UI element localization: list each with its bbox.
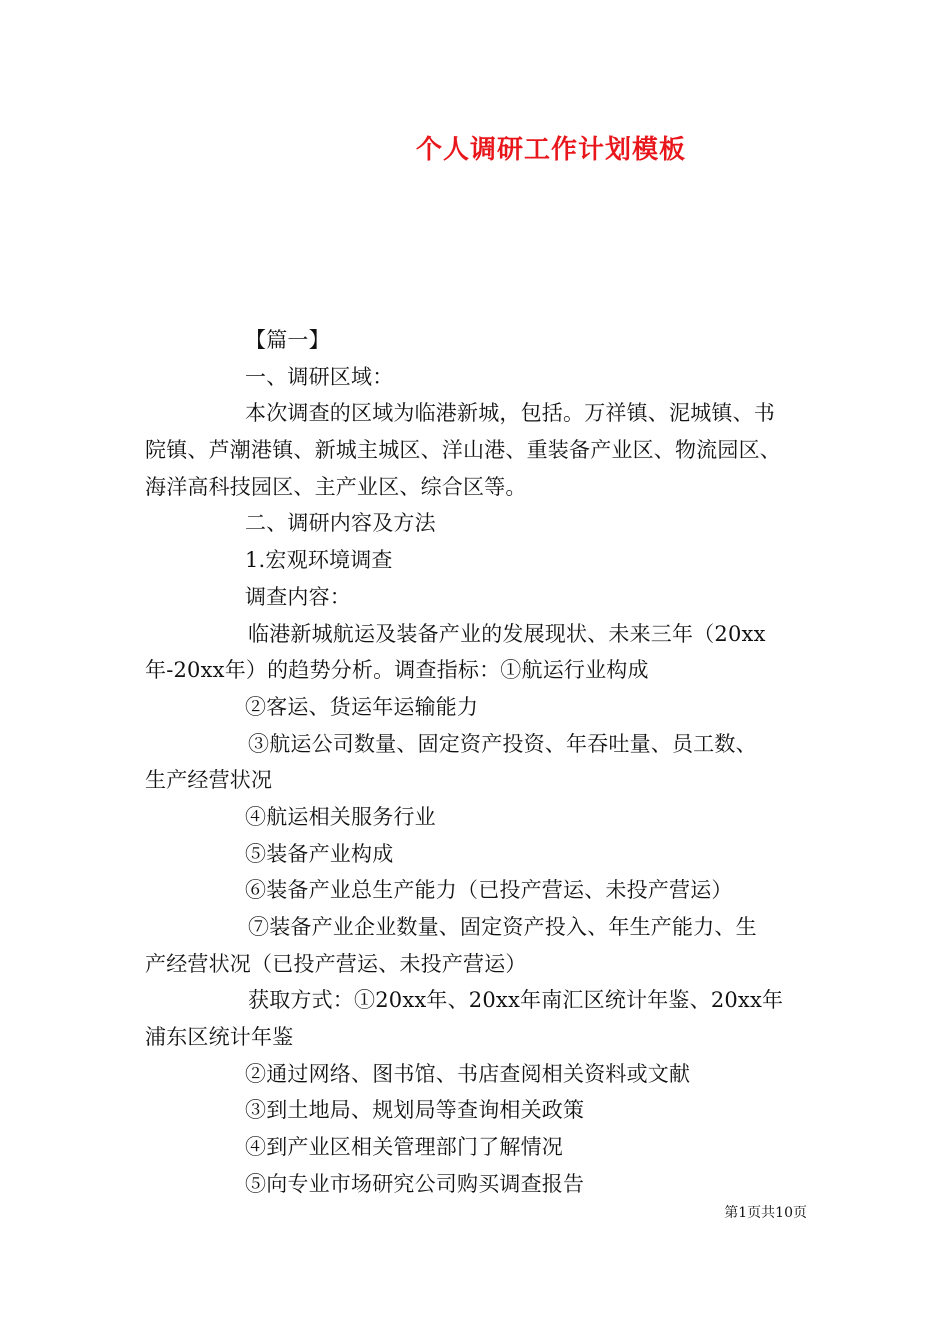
body-line: ⑤向专业市场研究公司购买调查报告 — [245, 1171, 585, 1196]
body-line: 海洋高科技园区、主产业区、综合区等。 — [145, 474, 527, 499]
body-line: 【篇一】 — [245, 328, 330, 352]
body-line: 二、调研内容及方法 — [245, 511, 436, 536]
body-line: ④到产业区相关管理部门了解情况 — [245, 1135, 563, 1160]
body-line: ⑤装备产业构成 — [245, 841, 394, 866]
body-line: 1.宏观环境调查 — [245, 548, 393, 573]
body-line: 院镇、芦潮港镇、新城主城区、洋山港、重装备产业区、物流园区、 — [145, 438, 781, 463]
body-line: 年-20xx年）的趋势分析。调查指标：①航运行业构成 — [145, 658, 649, 683]
body-line: ④航运相关服务行业 — [245, 804, 436, 829]
page-footer: 第1页共10页 — [724, 1205, 807, 1221]
body-line: ②客运、货运年运输能力 — [245, 694, 479, 719]
body-line: ②通过网络、图书馆、书店查阅相关资料或文献 — [245, 1061, 691, 1086]
body-line: ⑦装备产业企业数量、固定资产投入、年生产能力、生 — [248, 915, 757, 939]
body-line: ③到土地局、规划局等查询相关政策 — [245, 1098, 585, 1123]
body-line: ⑥装备产业总生产能力（已投产营运、未投产营运） — [245, 878, 733, 903]
document-title: 个人调研工作计划模板 — [415, 135, 686, 165]
body-line: ③航运公司数量、固定资产投资、年吞吐量、员工数、 — [248, 731, 757, 756]
body-line: 本次调查的区域为临港新城，包括。万祥镇、泥城镇、书 — [245, 401, 775, 426]
body-line: 浦东区统计年鉴 — [145, 1025, 294, 1050]
body-line: 临港新城航运及装备产业的发展现状、未来三年（20xx — [248, 621, 766, 646]
body-line: 一、调研区域： — [245, 364, 394, 389]
body-line: 获取方式：①20xx年、20xx年南汇区统计年鉴、20xx年 — [248, 988, 784, 1013]
body-line: 调查内容： — [245, 584, 351, 609]
body-line: 产经营状况（已投产营运、未投产营运） — [145, 951, 527, 976]
body-line: 生产经营状况 — [145, 768, 273, 793]
document-body — [145, 322, 815, 1203]
